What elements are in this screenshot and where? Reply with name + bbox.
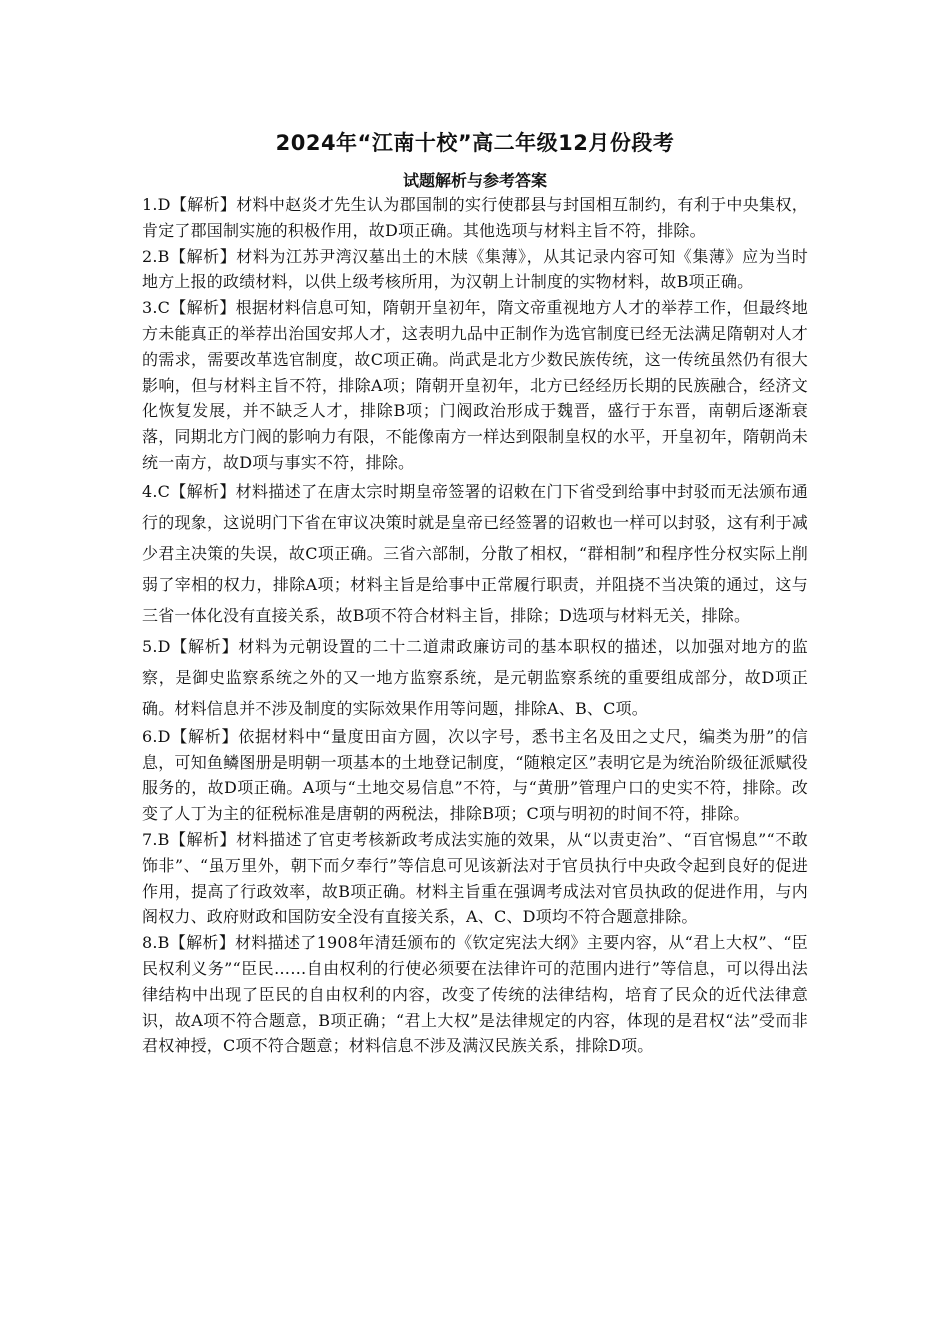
answer-4: 4.C【解析】材料描述了在唐太宗时期皇帝签署的诏敕在门下省受到给事中封驳而无法颁布通行的现象，这说明门下省在审议决策时就是皇帝已经签署的诏敕也一样可以封驳，这有利于减少君主决策的失误，故C项正确。三省六部制，分散了相权，“群相制”和程序性分权实际上削弱了宰相的权力，排除A项；材料主旨是给事中正常履行职责，并阻挠不当决策的通过，这与三省一体化没有直接关系，故B项不符合材料主旨，排除；D选项与材料无关，排除。 <box>142 481 808 625</box>
answer-2: 2.B【解析】材料为江苏尹湾汉墓出土的木牍《集薄》，从其记录内容可知《集薄》应为当时地方上报的政绩材料，以供上级考核所用，为汉朝上计制度的实物材料，故B项正确。 <box>142 246 808 292</box>
answer-3: 3.C【解析】根据材料信息可知，隋朝开皇初年，隋文帝重视地方人才的举荐工作，但最终地方未能真正的举荐出治国安邦人才，这表明九品中正制作为选官制度已经无法满足隋朝对人才的需求，需要改革选官制度，故C项正确。尚武是北方少数民族传统，这一传统虽然仍有很大影响，但与材料主旨不符，排除A项；隋朝开皇初年，北方已经经历长期的民族融合，经济文化恢复发展，并不缺乏人才，排除B项；门阀政治形成于魏晋，盛行于东晋，南朝后逐渐衰落，同期北方门阀的影响力有限，不能像南方一样达到限制皇权的水平，开皇初年，隋朝尚未统一南方，故D项与事实不符，排除。 <box>142 298 808 472</box>
answer-8: 8.B【解析】材料描述了1908年清廷颁布的《钦定宪法大纲》主要内容，从“君上大权”、“臣民权利义务”“臣民……自由权利的行使必须要在法律许可的范围内进行”等信息，可以得出法律结构中出现了臣民的自由权利的内容，改变了传统的法律结构，培育了民众的近代法律意识，故A项不符合题意，B项正确；“君上大权”是法律规定的内容，体现的是君权“法”受而非君权神授，C项不符合题意；材料信息不涉及满汉民族关系，排除D项。 <box>142 933 808 1056</box>
answer-7: 7.B【解析】材料描述了官吏考核新政考成法实施的效果，从“以责吏治”、“百官惕息”“不敢饰非”、“虽万里外，朝下而夕奉行”等信息可见该新法对于官员执行中央政令起到良好的促进作用，提高了行政效率，故B项正确。材料主旨重在强调考成法对官员执政的促进作用，与内阁权力、政府财政和国防安全没有直接关系，A、C、D项均不符合题意排除。 <box>142 829 808 927</box>
answer-1: 1.D【解析】材料中赵炎才先生认为郡国制的实行使郡县与封国相互制约，有利于中央集权，肯定了郡国制实施的积极作用，故D项正确。其他选项与材料主旨不符，排除。 <box>142 195 808 240</box>
answer-6: 6.D【解析】依据材料中“量度田亩方圆，次以字号，悉书主名及田之丈尺，编类为册”的信息，可知鱼鳞图册是明朝一项基本的土地登记制度，“随粮定区”表明它是为统治阶级征派赋役服务的，故D项正确。A项与“土地交易信息”不符，与“黄册”管理户口的史实不符，排除。改变了人丁为主的征税标准是唐朝的两税法，排除B项；C项与明初的时间不符，排除。 <box>142 726 808 824</box>
answer-5: 5.D【解析】材料为元朝设置的二十二道肃政廉访司的基本职权的描述，以加强对地方的监察，是御史监察系统之外的又一地方监察系统，是元朝监察系统的重要组成部分，故D项正确。材料信息并不涉及制度的实际效果作用等问题，排除A、B、C项。 <box>142 636 808 718</box>
document-subtitle: 试题解析与参考答案 <box>402 171 547 190</box>
document-title: 2024年“江南十校”高二年级12月份段考 <box>275 131 675 155</box>
